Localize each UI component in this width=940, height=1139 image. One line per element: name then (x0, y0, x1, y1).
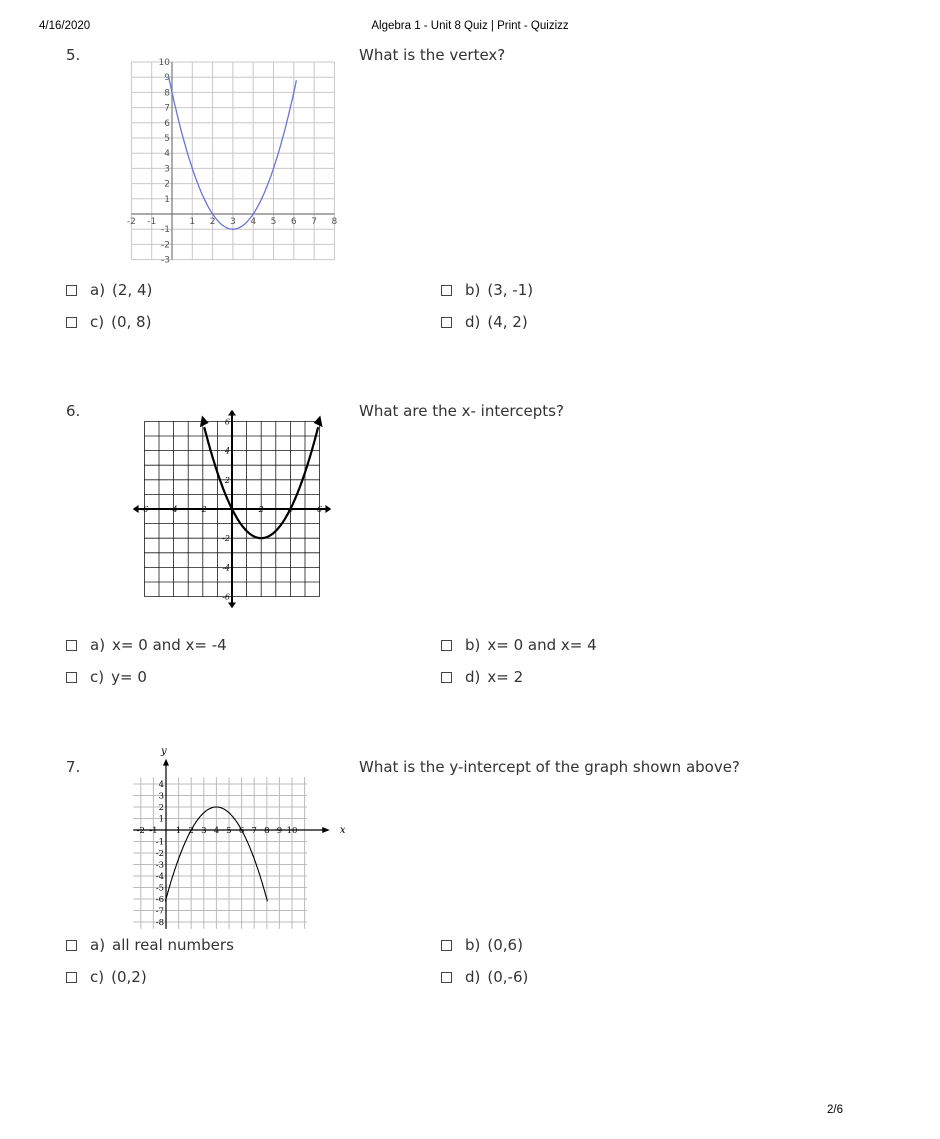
x-tick-label: -2 (136, 826, 145, 836)
x-tick-label: 6 (238, 826, 245, 836)
y-tick-label: 3 (164, 164, 170, 175)
checkbox-icon[interactable] (66, 317, 77, 328)
option-d[interactable] (441, 312, 528, 332)
y-tick-label: -4 (155, 872, 164, 882)
option-text: (4, 2) (487, 313, 528, 331)
print-title: Algebra 1 - Unit 8 Quiz | Print - Quizizz (371, 20, 569, 32)
y-tick-label: 1 (164, 194, 170, 205)
option-letter: d) (465, 668, 481, 686)
checkbox-icon[interactable] (66, 640, 77, 651)
arrow-right-icon (325, 505, 331, 513)
option-letter: b) (465, 636, 481, 654)
y-tick-label: -3 (155, 860, 164, 871)
checkbox-icon[interactable] (441, 285, 452, 296)
y-tick-label: -4 (222, 563, 230, 573)
question-number: 5. (66, 46, 81, 64)
option-text: all real numbers (112, 936, 234, 954)
option-letter: b) (465, 936, 481, 954)
option-c[interactable] (66, 312, 151, 332)
option-d[interactable] (441, 667, 523, 687)
x-tick-label: 4 (250, 217, 257, 227)
x-tick-label: -2 (198, 505, 207, 514)
y-tick-label: -2 (161, 240, 170, 251)
y-tick-label: -5 (155, 883, 164, 894)
y-tick-label: 5 (164, 134, 170, 144)
option-c[interactable] (66, 667, 147, 687)
y-tick-label: 2 (164, 179, 170, 190)
x-tick-label: 6 (317, 505, 323, 514)
x-tick-label: 2 (188, 826, 194, 836)
y-tick-label: 2 (224, 475, 230, 485)
y-tick-label: 1 (158, 814, 164, 825)
y-tick-label: 8 (164, 88, 170, 99)
checkbox-icon[interactable] (441, 940, 452, 951)
x-tick-label: -1 (149, 826, 158, 836)
x-tick-label: 4 (287, 505, 293, 514)
option-letter: d) (465, 968, 481, 986)
checkbox-icon[interactable] (66, 940, 77, 951)
option-text: (0,-6) (487, 968, 529, 986)
x-tick-label: 2 (258, 505, 264, 514)
y-tick-label: -6 (155, 895, 164, 905)
x-tick-label: 9 (276, 826, 283, 836)
x-tick-label: 3 (201, 826, 207, 836)
y-tick-label: 4 (164, 149, 170, 160)
y-tick-label: -6 (222, 592, 230, 602)
option-d[interactable] (441, 967, 528, 987)
x-tick-label: 5 (226, 826, 232, 836)
option-text: (3, -1) (487, 281, 534, 299)
x-tick-label: 7 (311, 217, 317, 227)
checkbox-icon[interactable] (66, 285, 77, 296)
parabola-graph-q7 (118, 746, 350, 928)
y-tick-label: -8 (155, 918, 164, 928)
option-text: x= 2 (487, 668, 524, 686)
question-number: 7. (66, 758, 81, 776)
option-text: y= 0 (111, 668, 147, 686)
arrow-up-icon (163, 759, 169, 766)
option-b[interactable] (441, 935, 523, 955)
option-a[interactable] (66, 635, 227, 655)
print-header (0, 20, 880, 36)
x-tick-label: -2 (126, 217, 136, 227)
checkbox-icon[interactable] (441, 640, 452, 651)
print-date: 4/16/2020 (39, 20, 91, 32)
x-tick-label: 3 (230, 217, 236, 227)
y-tick-label: 2 (158, 803, 164, 813)
x-tick-label: -1 (147, 217, 157, 227)
y-tick-label: -1 (155, 837, 164, 848)
x-tick-label: 4 (213, 826, 220, 836)
y-tick-label: -7 (155, 906, 164, 917)
x-tick-label: 1 (189, 217, 196, 227)
arrow-up-icon (228, 410, 236, 416)
option-text: x= 0 and x= 4 (487, 636, 597, 654)
option-b[interactable] (441, 280, 533, 300)
option-letter: a) (90, 636, 106, 654)
option-letter: b) (465, 281, 481, 299)
y-tick-label: 4 (224, 446, 230, 456)
page-number: 2/6 (827, 1104, 843, 1116)
option-text: (0, 8) (111, 313, 152, 331)
question-text: What is the vertex? (359, 46, 506, 64)
option-text: (0,2) (111, 968, 147, 986)
x-tick-label: 7 (251, 826, 257, 836)
option-letter: a) (90, 281, 106, 299)
x-tick-label: 6 (290, 217, 297, 227)
option-letter: c) (90, 313, 105, 331)
checkbox-icon[interactable] (66, 972, 77, 983)
checkbox-icon[interactable] (441, 972, 452, 983)
question-7-graph (118, 746, 350, 928)
option-text: (2, 4) (112, 281, 153, 299)
question-text: What is the y-intercept of the graph shown above? (359, 758, 740, 776)
option-a[interactable] (66, 280, 152, 300)
y-tick-label: -2 (222, 534, 230, 544)
y-tick-label: 6 (164, 118, 170, 129)
parabola-graph-q5 (124, 46, 340, 266)
y-tick-label: 6 (224, 417, 230, 427)
option-text: (0,6) (487, 936, 523, 954)
x-tick-label: 5 (270, 217, 277, 227)
curve-arrow-icon (314, 416, 323, 428)
y-tick-label: 3 (158, 791, 164, 802)
y-axis-label: y (161, 746, 167, 758)
option-letter: c) (90, 968, 105, 986)
x-tick-label: 10 (286, 826, 298, 836)
option-c[interactable] (66, 967, 147, 987)
x-tick-label: 2 (209, 217, 216, 227)
option-b[interactable] (441, 635, 597, 655)
question-6-graph (131, 406, 336, 606)
x-tick-label: 8 (331, 217, 338, 227)
question-text: What are the x- intercepts? (359, 402, 564, 420)
option-text: x= 0 and x= -4 (112, 636, 227, 654)
option-letter: d) (465, 313, 481, 331)
arrow-left-icon (133, 505, 139, 513)
question-number: 6. (66, 402, 81, 420)
x-tick-label: 1 (175, 826, 182, 836)
y-tick-label: -2 (155, 849, 164, 859)
checkbox-icon[interactable] (441, 317, 452, 328)
x-axis-label: x (339, 825, 346, 836)
option-letter: c) (90, 668, 105, 686)
y-tick-label: 7 (164, 103, 170, 114)
checkbox-icon[interactable] (66, 672, 77, 683)
x-tick-label: -6 (140, 505, 149, 514)
y-tick-label: -1 (161, 225, 170, 236)
y-tick-label: 10 (158, 58, 170, 68)
option-a[interactable] (66, 935, 234, 955)
checkbox-icon[interactable] (441, 672, 452, 683)
option-letter: a) (90, 936, 106, 954)
y-tick-label: 4 (158, 780, 164, 790)
y-tick-label: -3 (161, 255, 170, 266)
y-tick-label: 9 (164, 73, 170, 84)
arrow-down-icon (228, 602, 236, 608)
x-tick-label: -4 (169, 505, 178, 514)
question-5-graph (124, 46, 340, 266)
parabola-graph-q6 (131, 406, 336, 606)
x-tick-label: 8 (264, 826, 270, 836)
arrow-right-icon (322, 827, 330, 833)
